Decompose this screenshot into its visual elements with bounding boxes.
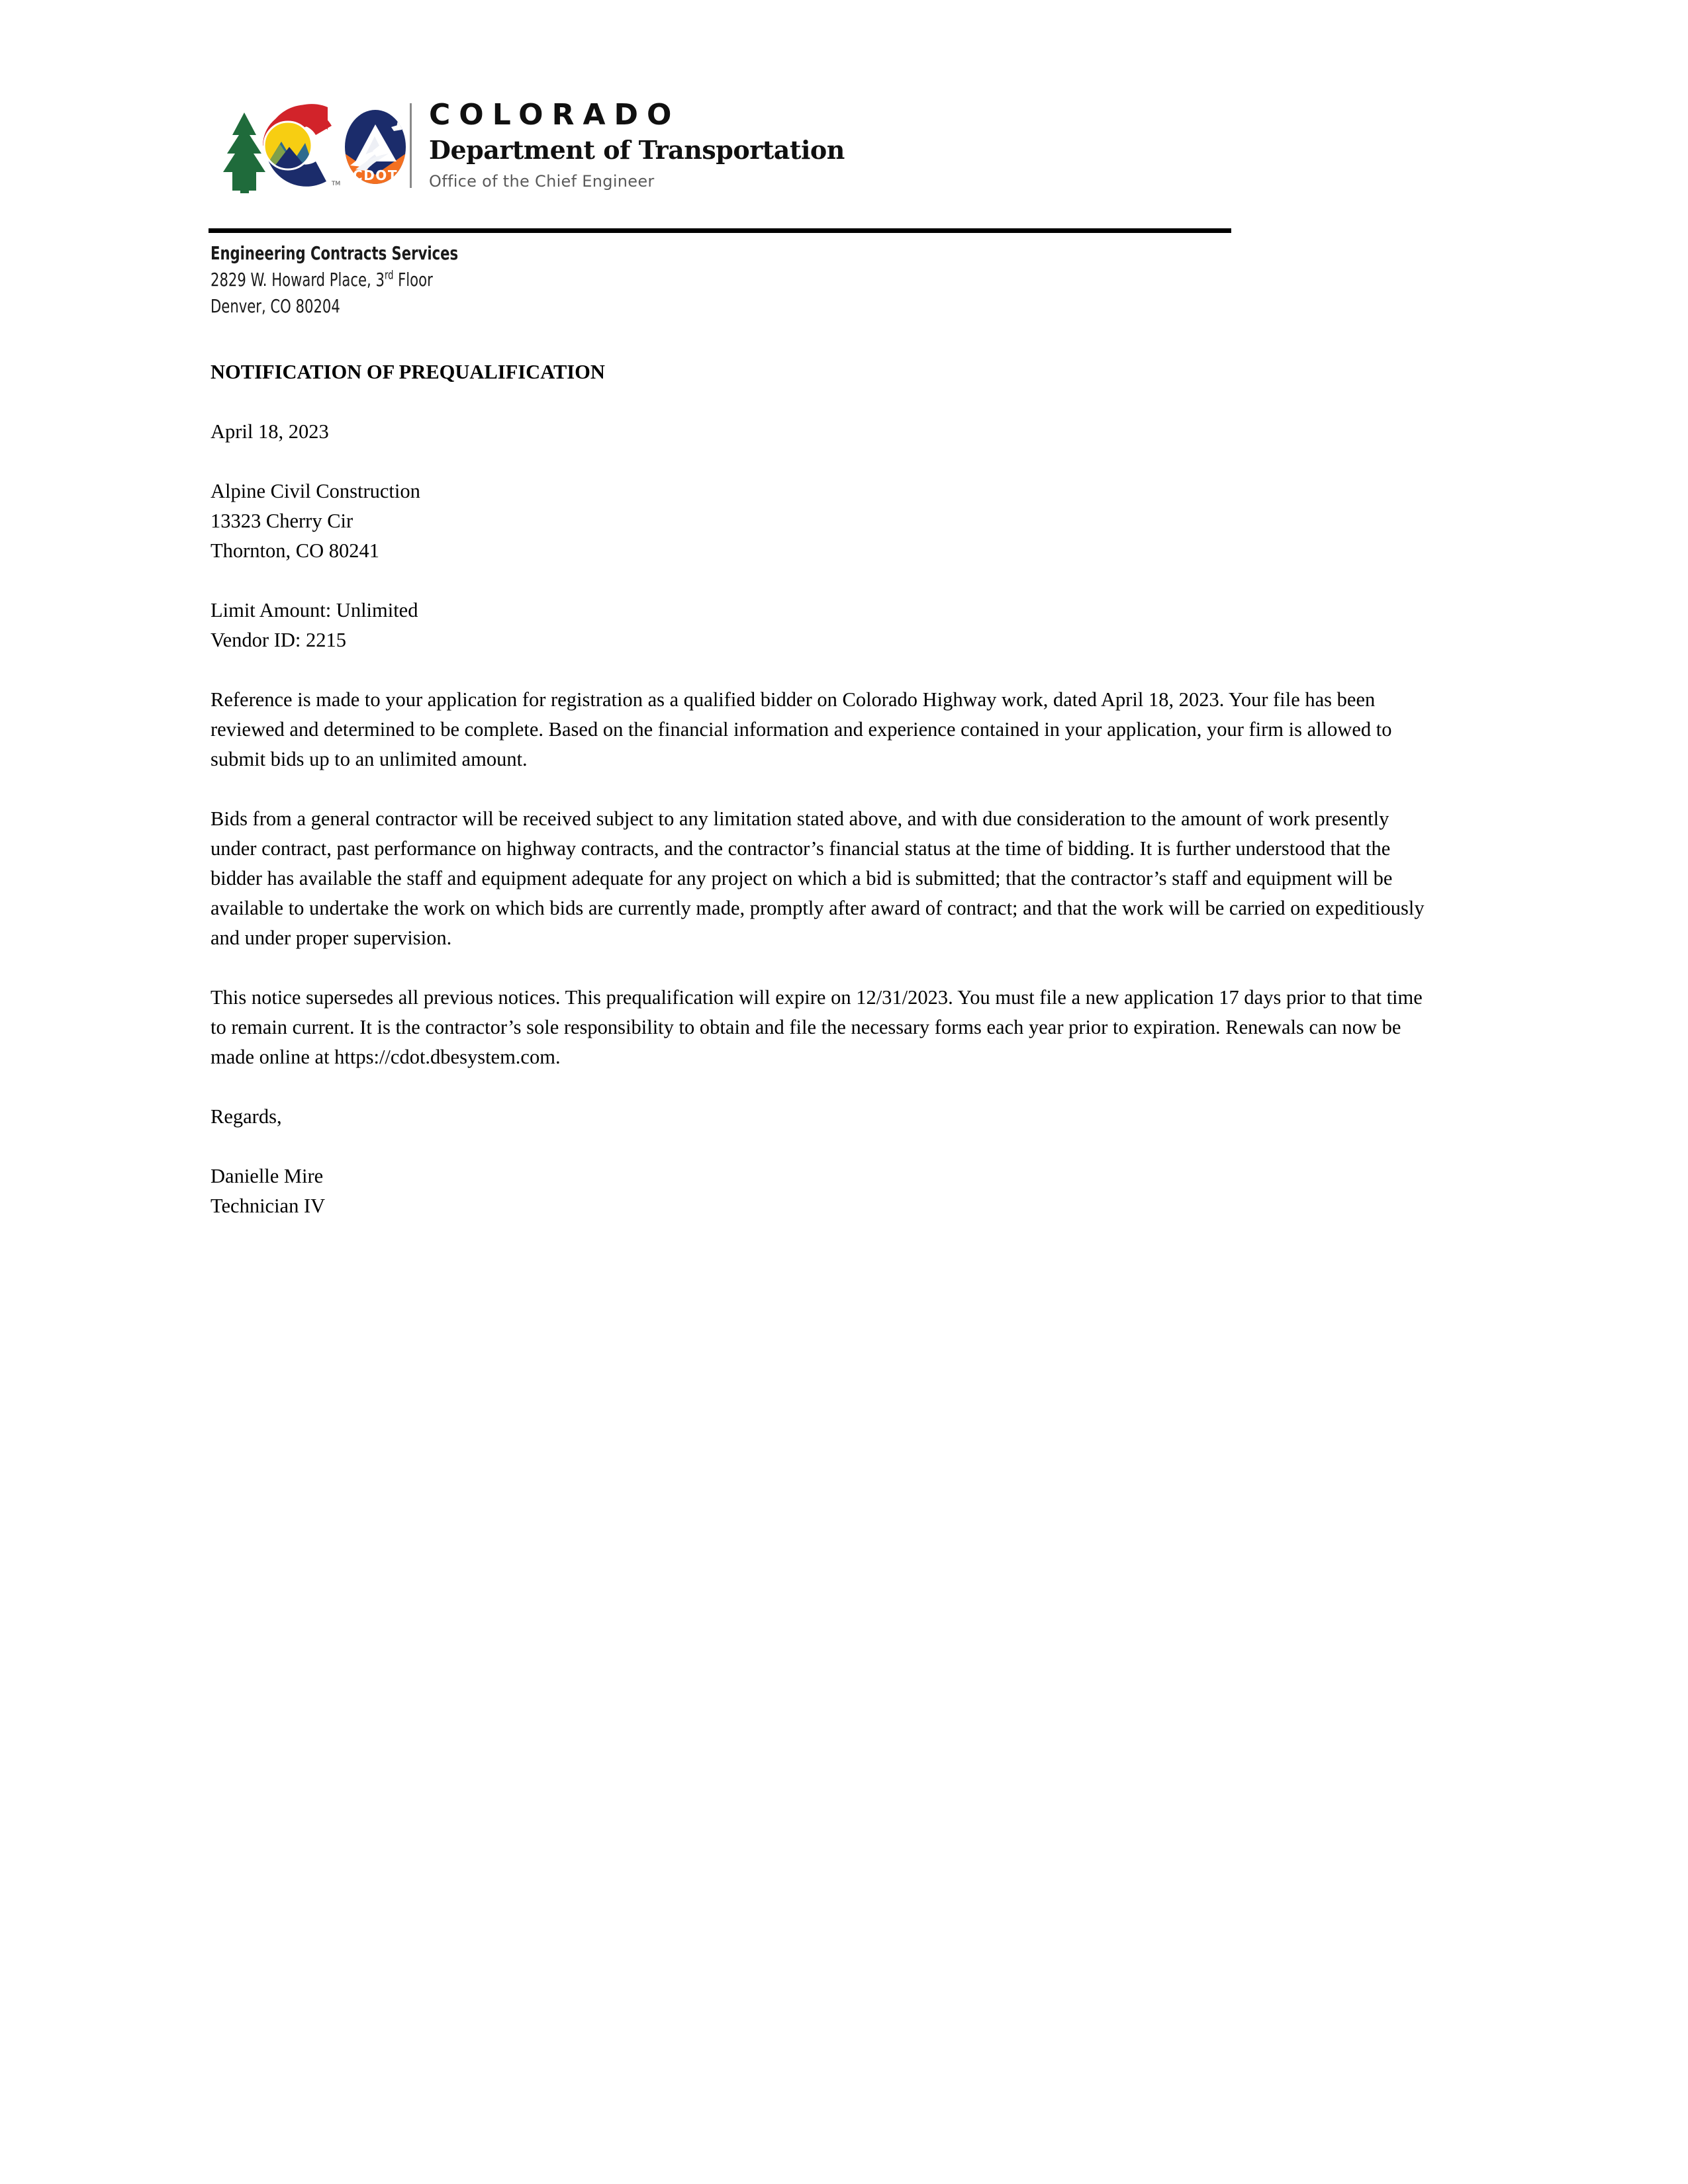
wordmark-state: COLORADO	[429, 98, 680, 132]
office-street-pre: 2829 W. Howard Place, 3	[211, 269, 385, 291]
logo-divider	[410, 103, 412, 188]
spacer	[211, 774, 1432, 804]
office-unit-name: Engineering Contracts Services	[211, 242, 459, 264]
limit-amount: Limit Amount: Unlimited	[211, 599, 418, 621]
spacer	[211, 953, 1432, 983]
spacer	[211, 655, 1432, 685]
letter-date: April 18, 2023	[211, 420, 329, 443]
signature-block	[211, 1161, 1432, 1221]
paragraph-bids: Bids from a general contractor will be received subject to any limitation stated above, and with due consideration to the amount of work presently under contract, past performance on highway contracts, and the contractor’s financial status at the time of bidding. It is further understood that the bidder has available the staff and equipment adequate for any project on which a bid is submitted; that the contractor’s staff and equipment will be available to undertake the work on which bids are currently made, promptly after award of contract; and that the work will be carried on expeditiously and under proper supervision.	[211, 807, 1425, 949]
cdot-logo	[209, 93, 407, 199]
spacer	[211, 447, 1432, 477]
spacer	[211, 387, 1432, 417]
office-address-block	[211, 240, 458, 320]
letterhead	[209, 93, 1235, 199]
recipient-address-block	[211, 477, 1432, 566]
recipient-company: Alpine Civil Construction	[211, 480, 420, 502]
letter-title: NOTIFICATION OF PREQUALIFICATION	[211, 361, 605, 383]
vendor-id: Vendor ID: 2215	[211, 629, 346, 651]
wordmark-office: Office of the Chief Engineer	[429, 171, 655, 191]
signer-name: Danielle Mire	[211, 1165, 324, 1187]
signer-title: Technician IV	[211, 1195, 326, 1217]
cdot-badge-label: CDOT	[353, 167, 398, 183]
paragraph-expiration: This notice supersedes all previous notices. This prequalification will expire on 12/31/2023. You must file a new application 17 days prior to that time to remain current. It is the contractor’s sole responsibility to obtain and file the necessary forms each year prior to expiration. Renewals can now be made online at https://cdot.dbesystem.com.	[211, 986, 1423, 1068]
trademark-symbol: TM	[332, 181, 341, 187]
header-divider-rule	[209, 228, 1231, 233]
colorado-cdot-logo-icon	[209, 93, 407, 199]
spacer	[211, 1072, 1432, 1102]
letter-body	[211, 357, 1432, 1221]
office-street-post: Floor	[393, 269, 433, 291]
office-city-state-zip: Denver, CO 80204	[211, 295, 340, 317]
office-street	[211, 267, 458, 293]
closing-salutation: Regards,	[211, 1105, 282, 1128]
spacer	[211, 566, 1432, 596]
paragraph-reference: Reference is made to your application for registration as a qualified bidder on Colorado Highway work, dated April 18, 2023. Your file has been reviewed and determined to be complete. Based on the financial information and experience contained in your application, your firm is allowed to submit bids up to an unlimited amount.	[211, 688, 1392, 770]
spacer	[211, 1132, 1432, 1161]
cdot-badge-icon	[345, 110, 406, 185]
wordmark	[429, 96, 845, 195]
logo-row	[209, 93, 1235, 199]
office-street-ordinal: rd	[384, 269, 394, 283]
recipient-street: 13323 Cherry Cir	[211, 510, 353, 532]
wordmark-department: Department of Transportation	[429, 135, 845, 165]
recipient-city-state-zip: Thornton, CO 80241	[211, 539, 380, 562]
